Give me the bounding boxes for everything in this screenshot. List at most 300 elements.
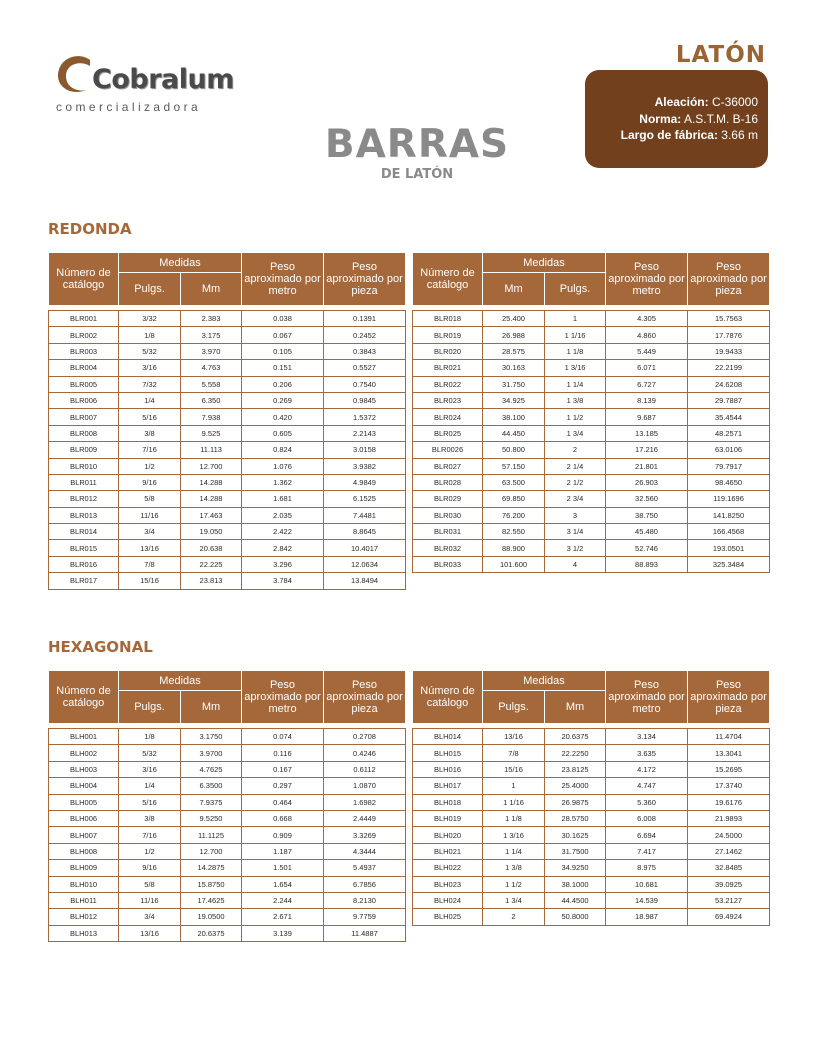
- table-cell: 15.7563: [688, 311, 770, 327]
- table-cell: 34.9250: [545, 860, 606, 876]
- table-row: [49, 327, 406, 343]
- table-row: [413, 474, 770, 490]
- table-cell: 166.4568: [688, 524, 770, 540]
- table-row: [49, 474, 406, 490]
- spec-box: [585, 70, 768, 168]
- table-cell: 19.050: [181, 524, 242, 540]
- header-catalog: Número de catálogo: [49, 253, 119, 306]
- table-cell: 1: [483, 778, 545, 794]
- table-cell: 7/8: [119, 556, 181, 572]
- table-cell: 0.6112: [324, 761, 406, 777]
- table-cell: BLR011: [49, 474, 119, 490]
- table-cell: 18.987: [606, 909, 688, 925]
- table-cell: BLR024: [413, 409, 483, 425]
- table-cell: 2.671: [242, 909, 324, 925]
- table-cell: 7.9375: [181, 794, 242, 810]
- table-cell: 13.185: [606, 425, 688, 441]
- table-cell: BLR001: [49, 311, 119, 327]
- table-cell: 9/16: [119, 474, 181, 490]
- table-cell: 19.6176: [688, 794, 770, 810]
- table-cell: 22.225: [181, 556, 242, 572]
- table-cell: 5/16: [119, 409, 181, 425]
- table-cell: 50.800: [483, 442, 545, 458]
- table-cell: 11.4887: [324, 925, 406, 941]
- table-row: [413, 327, 770, 343]
- table-cell: 9.7759: [324, 909, 406, 925]
- table-cell: 31.7500: [545, 843, 606, 859]
- table-cell: BLR019: [413, 327, 483, 343]
- table-cell: 22.2199: [688, 360, 770, 376]
- table-cell: 17.4625: [181, 892, 242, 908]
- header-medidas: Medidas: [119, 671, 242, 691]
- table-cell: 2.842: [242, 540, 324, 556]
- table-cell: 3.9700: [181, 745, 242, 761]
- table-cell: 3.0158: [324, 442, 406, 458]
- table-cell: BLH024: [413, 892, 483, 908]
- table-cell: 15/16: [119, 573, 181, 589]
- table-cell: 31.750: [483, 376, 545, 392]
- spec-value: C-36000: [708, 95, 758, 109]
- table-cell: 1 1/8: [545, 343, 606, 359]
- table-cell: 1.362: [242, 474, 324, 490]
- table-cell: 57.150: [483, 458, 545, 474]
- redonda-table-right: [412, 252, 770, 573]
- table-cell: BLR010: [49, 458, 119, 474]
- table-cell: 1 3/8: [545, 392, 606, 408]
- table-cell: BLR012: [49, 491, 119, 507]
- table-cell: BLR016: [49, 556, 119, 572]
- header-peso-pieza: Peso aproximado por pieza: [688, 671, 770, 724]
- table-cell: 69.4924: [688, 909, 770, 925]
- table-cell: BLH004: [49, 778, 119, 794]
- table-cell: 1/2: [119, 458, 181, 474]
- table-cell: BLR031: [413, 524, 483, 540]
- table-row: [413, 778, 770, 794]
- table-cell: BLH021: [413, 843, 483, 859]
- spec-line: [585, 111, 758, 128]
- table-cell: 4.860: [606, 327, 688, 343]
- header-unit: Mm: [181, 691, 242, 724]
- table-cell: 4.172: [606, 761, 688, 777]
- table-row: [49, 892, 406, 908]
- table-row: [49, 376, 406, 392]
- table-cell: BLR017: [49, 573, 119, 589]
- header-peso-metro: Peso aproximado por metro: [606, 253, 688, 306]
- table-cell: BLH013: [49, 925, 119, 941]
- table-row: [49, 827, 406, 843]
- table-cell: 12.700: [181, 843, 242, 859]
- table-cell: 15/16: [483, 761, 545, 777]
- table-cell: 2.2143: [324, 425, 406, 441]
- table-cell: 0.038: [242, 311, 324, 327]
- table-row: [413, 761, 770, 777]
- table-cell: 7/32: [119, 376, 181, 392]
- table-cell: 7/16: [119, 442, 181, 458]
- table-row: [49, 311, 406, 327]
- table-row: [49, 392, 406, 408]
- table-cell: 3.1750: [181, 729, 242, 745]
- table-row: [49, 360, 406, 376]
- table-cell: 0.3843: [324, 343, 406, 359]
- table-cell: 0.605: [242, 425, 324, 441]
- table-cell: 0.9845: [324, 392, 406, 408]
- table-row: [49, 876, 406, 892]
- header-medidas: Medidas: [483, 253, 606, 273]
- header-catalog: Número de catálogo: [413, 253, 483, 306]
- table-cell: 13/16: [119, 925, 181, 941]
- table-cell: BLH020: [413, 827, 483, 843]
- table-cell: 21.9893: [688, 810, 770, 826]
- table-cell: BLR008: [49, 425, 119, 441]
- table-cell: 1 1/4: [545, 376, 606, 392]
- table-row: [49, 909, 406, 925]
- table-cell: 23.8125: [545, 761, 606, 777]
- section-title-redonda: REDONDA: [48, 220, 132, 238]
- table-cell: 6.694: [606, 827, 688, 843]
- table-cell: 1/8: [119, 729, 181, 745]
- table-row: [413, 491, 770, 507]
- header-catalog: Número de catálogo: [49, 671, 119, 724]
- table-cell: 27.1462: [688, 843, 770, 859]
- table-cell: 12.0634: [324, 556, 406, 572]
- table-cell: 5.449: [606, 343, 688, 359]
- table-cell: 63.0106: [688, 442, 770, 458]
- table-row: [413, 442, 770, 458]
- redonda-table-left: [48, 252, 406, 590]
- table-cell: 6.727: [606, 376, 688, 392]
- table-cell: 2 1/4: [545, 458, 606, 474]
- table-cell: 119.1696: [688, 491, 770, 507]
- table-cell: 5/32: [119, 745, 181, 761]
- table-cell: 20.6375: [545, 729, 606, 745]
- table-cell: BLR014: [49, 524, 119, 540]
- table-cell: 1.076: [242, 458, 324, 474]
- table-cell: 26.903: [606, 474, 688, 490]
- table-cell: 39.0925: [688, 876, 770, 892]
- table-cell: 0.167: [242, 761, 324, 777]
- table-cell: BLH009: [49, 860, 119, 876]
- header-medidas: Medidas: [119, 253, 242, 273]
- table-cell: 4.7625: [181, 761, 242, 777]
- hexagonal-table-right: [412, 670, 770, 926]
- table-cell: 0.464: [242, 794, 324, 810]
- table-cell: 5.360: [606, 794, 688, 810]
- table-cell: 0.269: [242, 392, 324, 408]
- table-cell: 48.2571: [688, 425, 770, 441]
- table-cell: 9.5250: [181, 810, 242, 826]
- table-cell: 1 1/2: [545, 409, 606, 425]
- table-cell: 0.1391: [324, 311, 406, 327]
- table-cell: BLH022: [413, 860, 483, 876]
- table-row: [413, 860, 770, 876]
- table-cell: 15.2695: [688, 761, 770, 777]
- table-cell: 88.900: [483, 540, 545, 556]
- table-row: [413, 876, 770, 892]
- table-cell: 5/16: [119, 794, 181, 810]
- table-cell: BLR022: [413, 376, 483, 392]
- table-cell: 2: [483, 909, 545, 925]
- header-unit: Pulgs.: [545, 273, 606, 306]
- table-cell: 19.0500: [181, 909, 242, 925]
- table-row: [49, 409, 406, 425]
- table-cell: 26.988: [483, 327, 545, 343]
- table-cell: 24.6208: [688, 376, 770, 392]
- header-peso-metro: Peso aproximado por metro: [242, 253, 324, 306]
- table-cell: 2: [545, 442, 606, 458]
- table-row: [413, 892, 770, 908]
- table-cell: 12.700: [181, 458, 242, 474]
- page-title: BARRAS: [324, 122, 510, 167]
- table-cell: 32.8485: [688, 860, 770, 876]
- table-cell: 6.071: [606, 360, 688, 376]
- table-cell: 5/8: [119, 876, 181, 892]
- table-row: [413, 556, 770, 572]
- table-row: [413, 745, 770, 761]
- table-row: [413, 540, 770, 556]
- table-cell: 79.7917: [688, 458, 770, 474]
- table-cell: BLR002: [49, 327, 119, 343]
- table-cell: BLH010: [49, 876, 119, 892]
- table-cell: 0.2708: [324, 729, 406, 745]
- table-cell: 6.008: [606, 810, 688, 826]
- table-cell: 3 1/2: [545, 540, 606, 556]
- table-cell: 1 1/8: [483, 810, 545, 826]
- table-row: [49, 860, 406, 876]
- table-cell: 26.9875: [545, 794, 606, 810]
- table-row: [413, 810, 770, 826]
- header-unit: Pulgs.: [119, 691, 181, 724]
- table-cell: 2.383: [181, 311, 242, 327]
- table-row: [49, 540, 406, 556]
- table-cell: 52.746: [606, 540, 688, 556]
- table-cell: BLH018: [413, 794, 483, 810]
- table-row: [413, 827, 770, 843]
- header-unit: Pulgs.: [483, 691, 545, 724]
- company-logo: [52, 50, 234, 120]
- table-cell: BLR013: [49, 507, 119, 523]
- spec-line: [585, 127, 758, 144]
- table-cell: 11.4704: [688, 729, 770, 745]
- table-cell: BLH002: [49, 745, 119, 761]
- table-row: [413, 376, 770, 392]
- table-cell: 82.550: [483, 524, 545, 540]
- table-cell: 20.6375: [181, 925, 242, 941]
- table-cell: BLR015: [49, 540, 119, 556]
- table-row: [49, 843, 406, 859]
- table-cell: BLR018: [413, 311, 483, 327]
- table-cell: 13/16: [483, 729, 545, 745]
- table-row: [49, 507, 406, 523]
- table-cell: 24.5000: [688, 827, 770, 843]
- table-cell: 69.850: [483, 491, 545, 507]
- header-unit: Mm: [181, 273, 242, 306]
- table-cell: 1 3/16: [483, 827, 545, 843]
- table-cell: 63.500: [483, 474, 545, 490]
- table-cell: 4: [545, 556, 606, 572]
- table-cell: 4.305: [606, 311, 688, 327]
- table-cell: 14.288: [181, 474, 242, 490]
- table-cell: 1 3/4: [483, 892, 545, 908]
- table-cell: 21.801: [606, 458, 688, 474]
- table-cell: 50.8000: [545, 909, 606, 925]
- table-cell: 4.763: [181, 360, 242, 376]
- table-cell: 2.4449: [324, 810, 406, 826]
- table-cell: 6.1525: [324, 491, 406, 507]
- table-cell: BLH016: [413, 761, 483, 777]
- table-cell: 1/4: [119, 392, 181, 408]
- table-cell: 1 1/4: [483, 843, 545, 859]
- table-cell: BLH001: [49, 729, 119, 745]
- table-row: [49, 442, 406, 458]
- table-cell: 0.909: [242, 827, 324, 843]
- header-peso-metro: Peso aproximado por metro: [606, 671, 688, 724]
- header-unit: Pulgs.: [119, 273, 181, 306]
- table-row: [49, 524, 406, 540]
- table-cell: 25.4000: [545, 778, 606, 794]
- table-cell: BLR023: [413, 392, 483, 408]
- table-cell: 1.6982: [324, 794, 406, 810]
- table-row: [413, 507, 770, 523]
- table-cell: 3.134: [606, 729, 688, 745]
- table-cell: 5.4937: [324, 860, 406, 876]
- table-cell: BLR021: [413, 360, 483, 376]
- table-cell: 3/16: [119, 360, 181, 376]
- table-cell: 1.681: [242, 491, 324, 507]
- table-cell: 11.1125: [181, 827, 242, 843]
- table-cell: BLH005: [49, 794, 119, 810]
- table-cell: 38.750: [606, 507, 688, 523]
- table-cell: 44.450: [483, 425, 545, 441]
- table-row: [49, 761, 406, 777]
- table-cell: BLR005: [49, 376, 119, 392]
- table-cell: 1.654: [242, 876, 324, 892]
- table-cell: 1: [545, 311, 606, 327]
- hexagonal-table-left: [48, 670, 406, 942]
- table-cell: 17.216: [606, 442, 688, 458]
- table-cell: 5/8: [119, 491, 181, 507]
- table-cell: 35.4544: [688, 409, 770, 425]
- table-cell: BLR029: [413, 491, 483, 507]
- table-cell: 3.296: [242, 556, 324, 572]
- table-cell: 17.3740: [688, 778, 770, 794]
- logo-name: Cobralum: [92, 64, 234, 95]
- table-cell: 10.4017: [324, 540, 406, 556]
- table-cell: 3: [545, 507, 606, 523]
- table-row: [413, 392, 770, 408]
- table-cell: 20.638: [181, 540, 242, 556]
- table-cell: BLH008: [49, 843, 119, 859]
- table-cell: BLR027: [413, 458, 483, 474]
- table-cell: 1/8: [119, 327, 181, 343]
- material-label: LATÓN: [675, 42, 766, 68]
- table-cell: 1 3/16: [545, 360, 606, 376]
- table-cell: 2.035: [242, 507, 324, 523]
- table-cell: 1 3/4: [545, 425, 606, 441]
- table-cell: 1.187: [242, 843, 324, 859]
- table-cell: BLH006: [49, 810, 119, 826]
- table-cell: 76.200: [483, 507, 545, 523]
- table-row: [49, 794, 406, 810]
- table-cell: 3.635: [606, 745, 688, 761]
- table-cell: 25.400: [483, 311, 545, 327]
- table-cell: 8.8645: [324, 524, 406, 540]
- header-medidas: Medidas: [483, 671, 606, 691]
- table-cell: 3/8: [119, 810, 181, 826]
- table-cell: 0.297: [242, 778, 324, 794]
- table-cell: 13.3041: [688, 745, 770, 761]
- table-cell: 22.2250: [545, 745, 606, 761]
- table-cell: 2 1/2: [545, 474, 606, 490]
- table-cell: BLR028: [413, 474, 483, 490]
- table-cell: 29.7887: [688, 392, 770, 408]
- table-cell: 3/32: [119, 311, 181, 327]
- table-row: [413, 843, 770, 859]
- table-row: [49, 925, 406, 941]
- table-cell: BLR007: [49, 409, 119, 425]
- table-cell: 11/16: [119, 892, 181, 908]
- table-cell: 17.7876: [688, 327, 770, 343]
- table-cell: 5/32: [119, 343, 181, 359]
- table-cell: BLR006: [49, 392, 119, 408]
- table-cell: 38.1000: [545, 876, 606, 892]
- table-row: [413, 311, 770, 327]
- table-cell: 1.5372: [324, 409, 406, 425]
- table-cell: 2.422: [242, 524, 324, 540]
- table-cell: BLH011: [49, 892, 119, 908]
- table-cell: 4.747: [606, 778, 688, 794]
- table-row: [49, 556, 406, 572]
- table-cell: 13.8494: [324, 573, 406, 589]
- table-cell: 98.4650: [688, 474, 770, 490]
- table-cell: 11.113: [181, 442, 242, 458]
- table-cell: BLR0026: [413, 442, 483, 458]
- table-cell: 1 3/8: [483, 860, 545, 876]
- table-cell: 38.100: [483, 409, 545, 425]
- table-cell: BLR030: [413, 507, 483, 523]
- table-cell: 30.1625: [545, 827, 606, 843]
- table-cell: 5.558: [181, 376, 242, 392]
- table-row: [413, 794, 770, 810]
- section-title-hexagonal: HEXAGONAL: [48, 638, 153, 656]
- table-cell: 1.0870: [324, 778, 406, 794]
- table-cell: 9.525: [181, 425, 242, 441]
- table-cell: 19.9433: [688, 343, 770, 359]
- header-unit: Mm: [545, 691, 606, 724]
- table-cell: BLR009: [49, 442, 119, 458]
- table-cell: BLH023: [413, 876, 483, 892]
- table-cell: 0.2452: [324, 327, 406, 343]
- table-cell: 10.681: [606, 876, 688, 892]
- spec-value: A.S.T.M. B-16: [681, 111, 758, 126]
- table-cell: 8.139: [606, 392, 688, 408]
- table-cell: 1/2: [119, 843, 181, 859]
- table-cell: BLH014: [413, 729, 483, 745]
- table-cell: 7.938: [181, 409, 242, 425]
- table-row: [49, 343, 406, 359]
- table-row: [413, 729, 770, 745]
- table-row: [413, 360, 770, 376]
- table-cell: 101.600: [483, 556, 545, 572]
- table-row: [413, 458, 770, 474]
- table-cell: 141.8250: [688, 507, 770, 523]
- table-cell: 3/16: [119, 761, 181, 777]
- table-cell: 6.350: [181, 392, 242, 408]
- table-row: [413, 409, 770, 425]
- table-cell: 7.4481: [324, 507, 406, 523]
- table-cell: 14.539: [606, 892, 688, 908]
- header-peso-metro: Peso aproximado por metro: [242, 671, 324, 724]
- table-cell: 6.7856: [324, 876, 406, 892]
